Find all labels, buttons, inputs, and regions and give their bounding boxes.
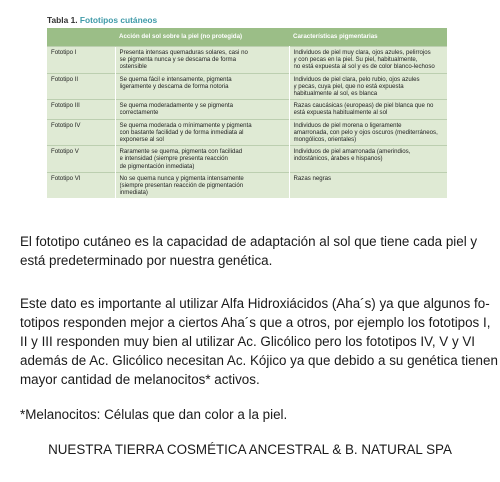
caracteristicas-line: habitualmente al sol, es blanca (293, 90, 378, 98)
accion-cell (115, 172, 289, 198)
fototipo-cell (47, 146, 115, 173)
caracteristicas-line: Individuos de piel morena o ligeramente (293, 121, 402, 129)
accion-line: Raramente se quema, pigmenta con facilidad (119, 148, 243, 156)
accion-line: de pigmentación inmediata) (119, 162, 195, 170)
fototipo-label: Fototipo IV (51, 121, 81, 129)
caracteristicas-cell (289, 172, 447, 198)
aha-paragraph (20, 294, 498, 389)
accion-cell (115, 119, 289, 146)
accion-cell (115, 47, 289, 74)
header-cell-caracteristicas: Características pigmentarias (289, 28, 447, 47)
accion-line: e intensidad (siempre presenta reacción (119, 155, 228, 163)
caracteristicas-line: Razas caucásicas (europeas) de piel blanca que no (293, 102, 434, 110)
table-label: Tabla 1. (47, 15, 78, 25)
header-cell-type (47, 28, 115, 47)
fototipo-cell (47, 73, 115, 100)
table-caption (47, 14, 447, 28)
table-row (47, 146, 447, 173)
intro-paragraph (20, 232, 482, 270)
accion-line: Se quema moderada o mínimamente y pigmenta (119, 121, 252, 129)
footnote (20, 405, 482, 424)
text-line: totipos responden mejor a ciertos Aha´s que a otros, por ejemplo los fototipos I, (20, 315, 491, 330)
table-row (47, 47, 447, 74)
fototipo-label: Fototipo V (51, 148, 79, 156)
caracteristicas-line: Razas negras (293, 174, 332, 182)
table-header-row (47, 28, 447, 47)
caracteristicas-line: Individuos de piel amarronada (amerindios, (293, 148, 411, 156)
table-row (47, 73, 447, 100)
table-body (47, 47, 447, 199)
fototipo-cell (47, 172, 115, 198)
caracteristicas-line: y con pecas en la piel. Su piel, habitualmente, (293, 56, 418, 64)
accion-line: inmediata) (119, 189, 148, 197)
fototipo-label: Fototipo I (51, 49, 77, 56)
table-row (47, 172, 447, 198)
fototipo-cell (47, 47, 115, 74)
text-line: está predeterminado por nuestra genética. (20, 253, 273, 268)
caracteristicas-line: Individuos de piel muy clara, ojos azules, pelirrojos (293, 49, 431, 56)
accion-cell (115, 73, 289, 100)
fototipo-label: Fototipo III (51, 102, 80, 110)
caracteristicas-line: amarronada, con pelo y ojos oscuros (mediterráneos, (293, 128, 438, 136)
table-row (47, 119, 447, 146)
caracteristicas-line: está expuesta habitualmente al sol (293, 109, 388, 117)
accion-line: No se quema nunca y pigmenta intensamente (119, 174, 244, 182)
footnote-text: *Melanocitos: Células que dan color a la piel. (20, 407, 288, 422)
footer-brand: NUESTRA TIERRA COSMÉTICA ANCESTRAL & B. NATURAL SPA (48, 442, 452, 457)
fototipo-label: Fototipo II (51, 75, 79, 83)
fototipo-label: Fototipo VI (51, 174, 81, 182)
text-line: El fototipo cutáneo es la capacidad de adaptación al sol que tiene cada piel y (20, 234, 478, 249)
caracteristicas-line: mongólicos, orientales) (293, 136, 357, 144)
caracteristicas-cell (289, 146, 447, 173)
accion-line: se pigmenta nunca y se descama de forma (119, 56, 237, 64)
accion-line: ligeramente y descama de forma notoria (119, 82, 229, 90)
accion-line: Se quema fácil e intensamente, pigmenta (119, 75, 232, 83)
text-line: además de Ac. Glicólico necesitan Ac. Kójico ya que debido a su genética tienen (20, 353, 498, 368)
fototipos-table (47, 28, 447, 198)
header-cell-accion: Acción del sol sobre la piel (no protegida) (115, 28, 289, 47)
caracteristicas-cell (289, 100, 447, 119)
caracteristicas-line: y pecas, cuya piel, que no está expuesta (293, 82, 404, 90)
caracteristicas-cell (289, 73, 447, 100)
text-line: Este dato es importante al utilizar Alfa Hidroxiácidos (Aha´s) ya que algunos fo- (20, 296, 490, 311)
accion-cell (115, 146, 289, 173)
table-title: Fototipos cutáneos (79, 15, 158, 25)
fototipo-cell (47, 119, 115, 146)
accion-line: con bastante facilidad y de forma inmediata al (119, 128, 244, 136)
fototipos-table-block (47, 14, 447, 198)
caracteristicas-line: no está expuesta al sol y es de color blanco-lechoso (293, 63, 435, 71)
caracteristicas-line: Individuos de piel clara, pelo rubio, ojos azules (293, 75, 420, 83)
text-line: mayor cantidad de melanocitos* activos. (20, 372, 260, 387)
accion-line: Se quema moderadamente y se pigmenta (119, 102, 233, 110)
caracteristicas-cell (289, 119, 447, 146)
accion-cell (115, 100, 289, 119)
caracteristicas-line: indostánicos, árabes e hispanos) (293, 155, 383, 163)
caracteristicas-cell (289, 47, 447, 74)
accion-line: (siempre presentan reacción de pigmentación (119, 182, 244, 190)
text-line: II y III responden muy bien al utilizar Ac. Glicólico pero los fototipos IV, V y VI (20, 334, 476, 349)
accion-line: Presenta intensas quemaduras solares, casi no (119, 49, 248, 56)
table-row (47, 100, 447, 119)
fototipo-cell (47, 100, 115, 119)
accion-line: exponerse al sol (119, 136, 164, 144)
accion-line: ostensible (119, 63, 147, 71)
accion-line: correctamente (119, 109, 159, 117)
